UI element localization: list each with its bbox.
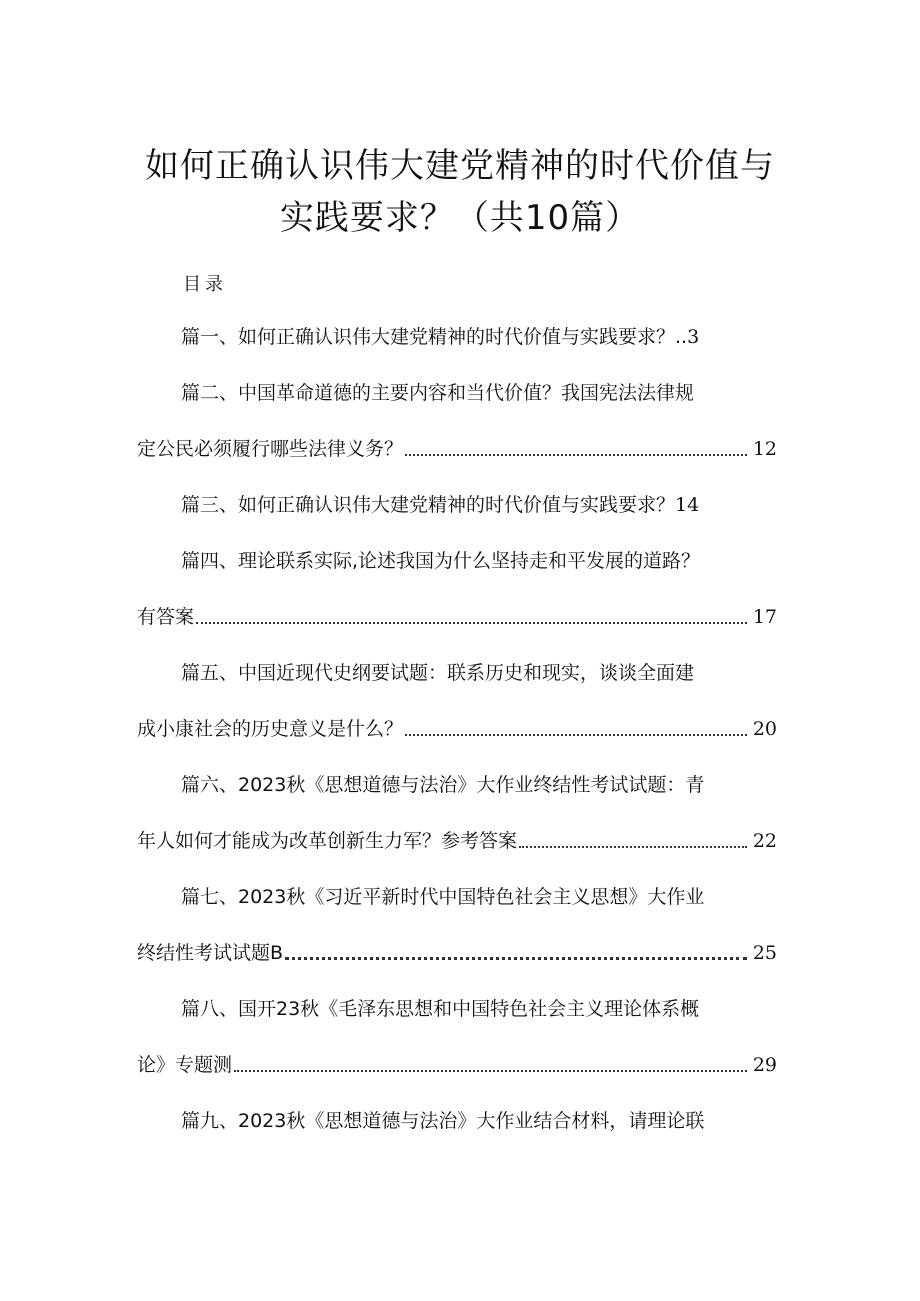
toc-entry-6-page: 22: [752, 830, 777, 852]
toc-entry-3-page: 14: [675, 494, 700, 516]
toc-entry-1-text: 篇一、如何正确认识伟大建党精神的时代价值与实践要求？..: [181, 326, 688, 348]
toc-entry-3[interactable]: [181, 493, 699, 517]
toc-entry-1-page: 3: [687, 326, 700, 348]
toc-entry-6-line-1[interactable]: 篇六、2023秋《思想道德与法治》大作业终结性考试试题：青: [181, 774, 705, 796]
toc-entry-7-page: 25: [752, 942, 777, 964]
toc-entry-2-page: 12: [752, 438, 777, 460]
toc-entry-5-line-1[interactable]: 篇五、中国近现代史纲要试题：联系历史和现实，谈谈全面建: [181, 662, 695, 684]
toc-entry-2-line-1[interactable]: 篇二、中国革命道德的主要内容和当代价值？我国宪法法律规: [181, 382, 695, 404]
toc-heading: 目录: [183, 274, 227, 295]
document-title-line-1: 如何正确认识伟大建党精神的时代价值与: [145, 146, 775, 186]
toc-leader-dots: [405, 733, 747, 736]
toc-entry-3-text: 篇三、如何正确认识伟大建党精神的时代价值与实践要求？: [181, 494, 676, 516]
toc-leader-dots: [405, 453, 747, 456]
toc-entry-6-line-2[interactable]: [137, 829, 777, 853]
toc-leader-dots: [519, 845, 747, 848]
toc-entry-2-line-2[interactable]: [137, 437, 777, 461]
toc-leader-dots: [285, 956, 747, 960]
toc-entry-4-line-1[interactable]: 篇四、理论联系实际,论述我国为什么坚持走和平发展的道路？: [181, 550, 701, 572]
toc-entry-4-text: 有答案: [137, 606, 195, 628]
toc-entry-8-line-2[interactable]: [137, 1053, 777, 1077]
toc-entry-8-line-1[interactable]: 篇八、国开23秋《毛泽东思想和中国特色社会主义理论体系概: [181, 998, 700, 1020]
toc-entry-5-line-2[interactable]: [137, 717, 777, 741]
toc-entry-6-text: 年人如何才能成为改革创新生力军？参考答案: [137, 830, 518, 852]
toc-entry-5-text: 成小康社会的历史意义是什么？: [137, 718, 404, 740]
toc-entry-7-line-1[interactable]: 篇七、2023秋《习近平新时代中国特色社会主义思想》大作业: [181, 886, 705, 908]
document-title-line-2: 实践要求？（共10篇）: [279, 198, 641, 238]
toc-entry-4-line-2[interactable]: [137, 605, 777, 629]
toc-leader-dots: [234, 1069, 747, 1072]
toc-entry-4-page: 17: [752, 606, 777, 628]
toc-leader-dots: [196, 621, 747, 624]
toc-entry-7-line-2[interactable]: [137, 941, 777, 965]
toc-entry-8-page: 29: [752, 1054, 777, 1076]
toc-entry-8-text: 论》专题测: [137, 1054, 233, 1076]
toc-entry-1[interactable]: [181, 325, 699, 349]
toc-entry-5-page: 20: [752, 718, 777, 740]
toc-entry-2-text: 定公民必须履行哪些法律义务？: [137, 438, 404, 460]
toc-entry-9-line-1[interactable]: 篇九、2023秋《思想道德与法治》大作业结合材料，请理论联: [181, 1110, 705, 1132]
toc-entry-7-text: 终结性考试试题B: [137, 942, 284, 964]
